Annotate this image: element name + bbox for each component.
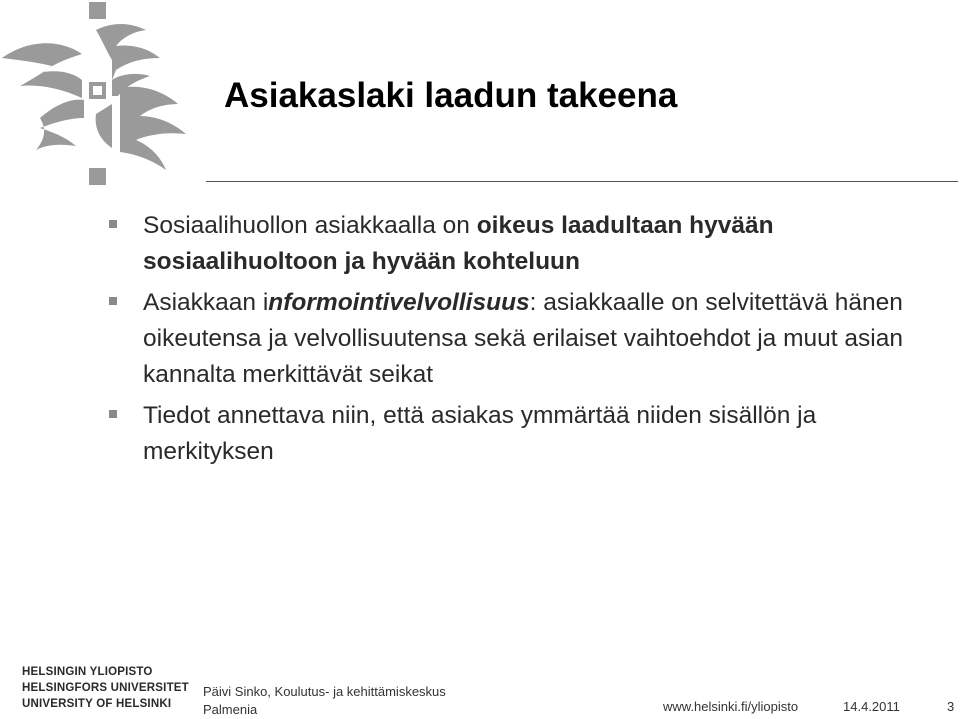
bullet-text-2b: nformointivelvollisuus	[268, 289, 530, 316]
author-line-1: Päivi Sinko, Koulutus- ja kehittämiskeskus	[203, 684, 446, 699]
bullet-text-3a: Tiedot annettava niin, että asiakas ymmärtää niiden sisällön ja merkityksen	[143, 402, 817, 465]
university-name-sv: HELSINGFORS UNIVERSITET	[22, 682, 189, 694]
square-bullet-icon	[109, 220, 117, 228]
university-name-en: UNIVERSITY OF HELSINKI	[22, 698, 172, 710]
footer-url[interactable]: www.helsinki.fi/yliopisto	[663, 699, 799, 714]
square-bullet-icon	[109, 410, 117, 418]
footer-date: 14.4.2011	[843, 699, 900, 714]
author-line-2: Palmenia	[203, 702, 258, 717]
bullet-list	[103, 208, 933, 475]
square-bullet-icon	[109, 297, 117, 305]
bullet-item-1	[103, 208, 933, 280]
bullet-text-2c: : asiakkaalle on selvitettävä hänen oikeutensa ja velvollisuutensa sekä erilaiset vaihtoehdot ja muut asian kannalta merkittävät seikat	[143, 289, 903, 388]
bullet-text-1b: oikeus laadultaan hyvään sosiaalihuoltoon ja hyvään kohteluun	[143, 212, 774, 275]
bullet-item-3	[103, 398, 933, 470]
slide-title: Asiakaslaki laadun takeena	[224, 76, 678, 115]
bullet-text-1a: Sosiaalihuollon asiakkaalla on	[143, 212, 477, 239]
bullet-item-2	[103, 285, 933, 393]
university-name-fi: HELSINGIN YLIOPISTO	[22, 666, 153, 678]
title-divider	[206, 181, 958, 182]
university-flame-logo-icon	[0, 0, 215, 200]
university-name	[22, 664, 189, 712]
page-number: 3	[947, 699, 955, 714]
bullet-text-2a: Asiakkaan i	[143, 289, 269, 316]
